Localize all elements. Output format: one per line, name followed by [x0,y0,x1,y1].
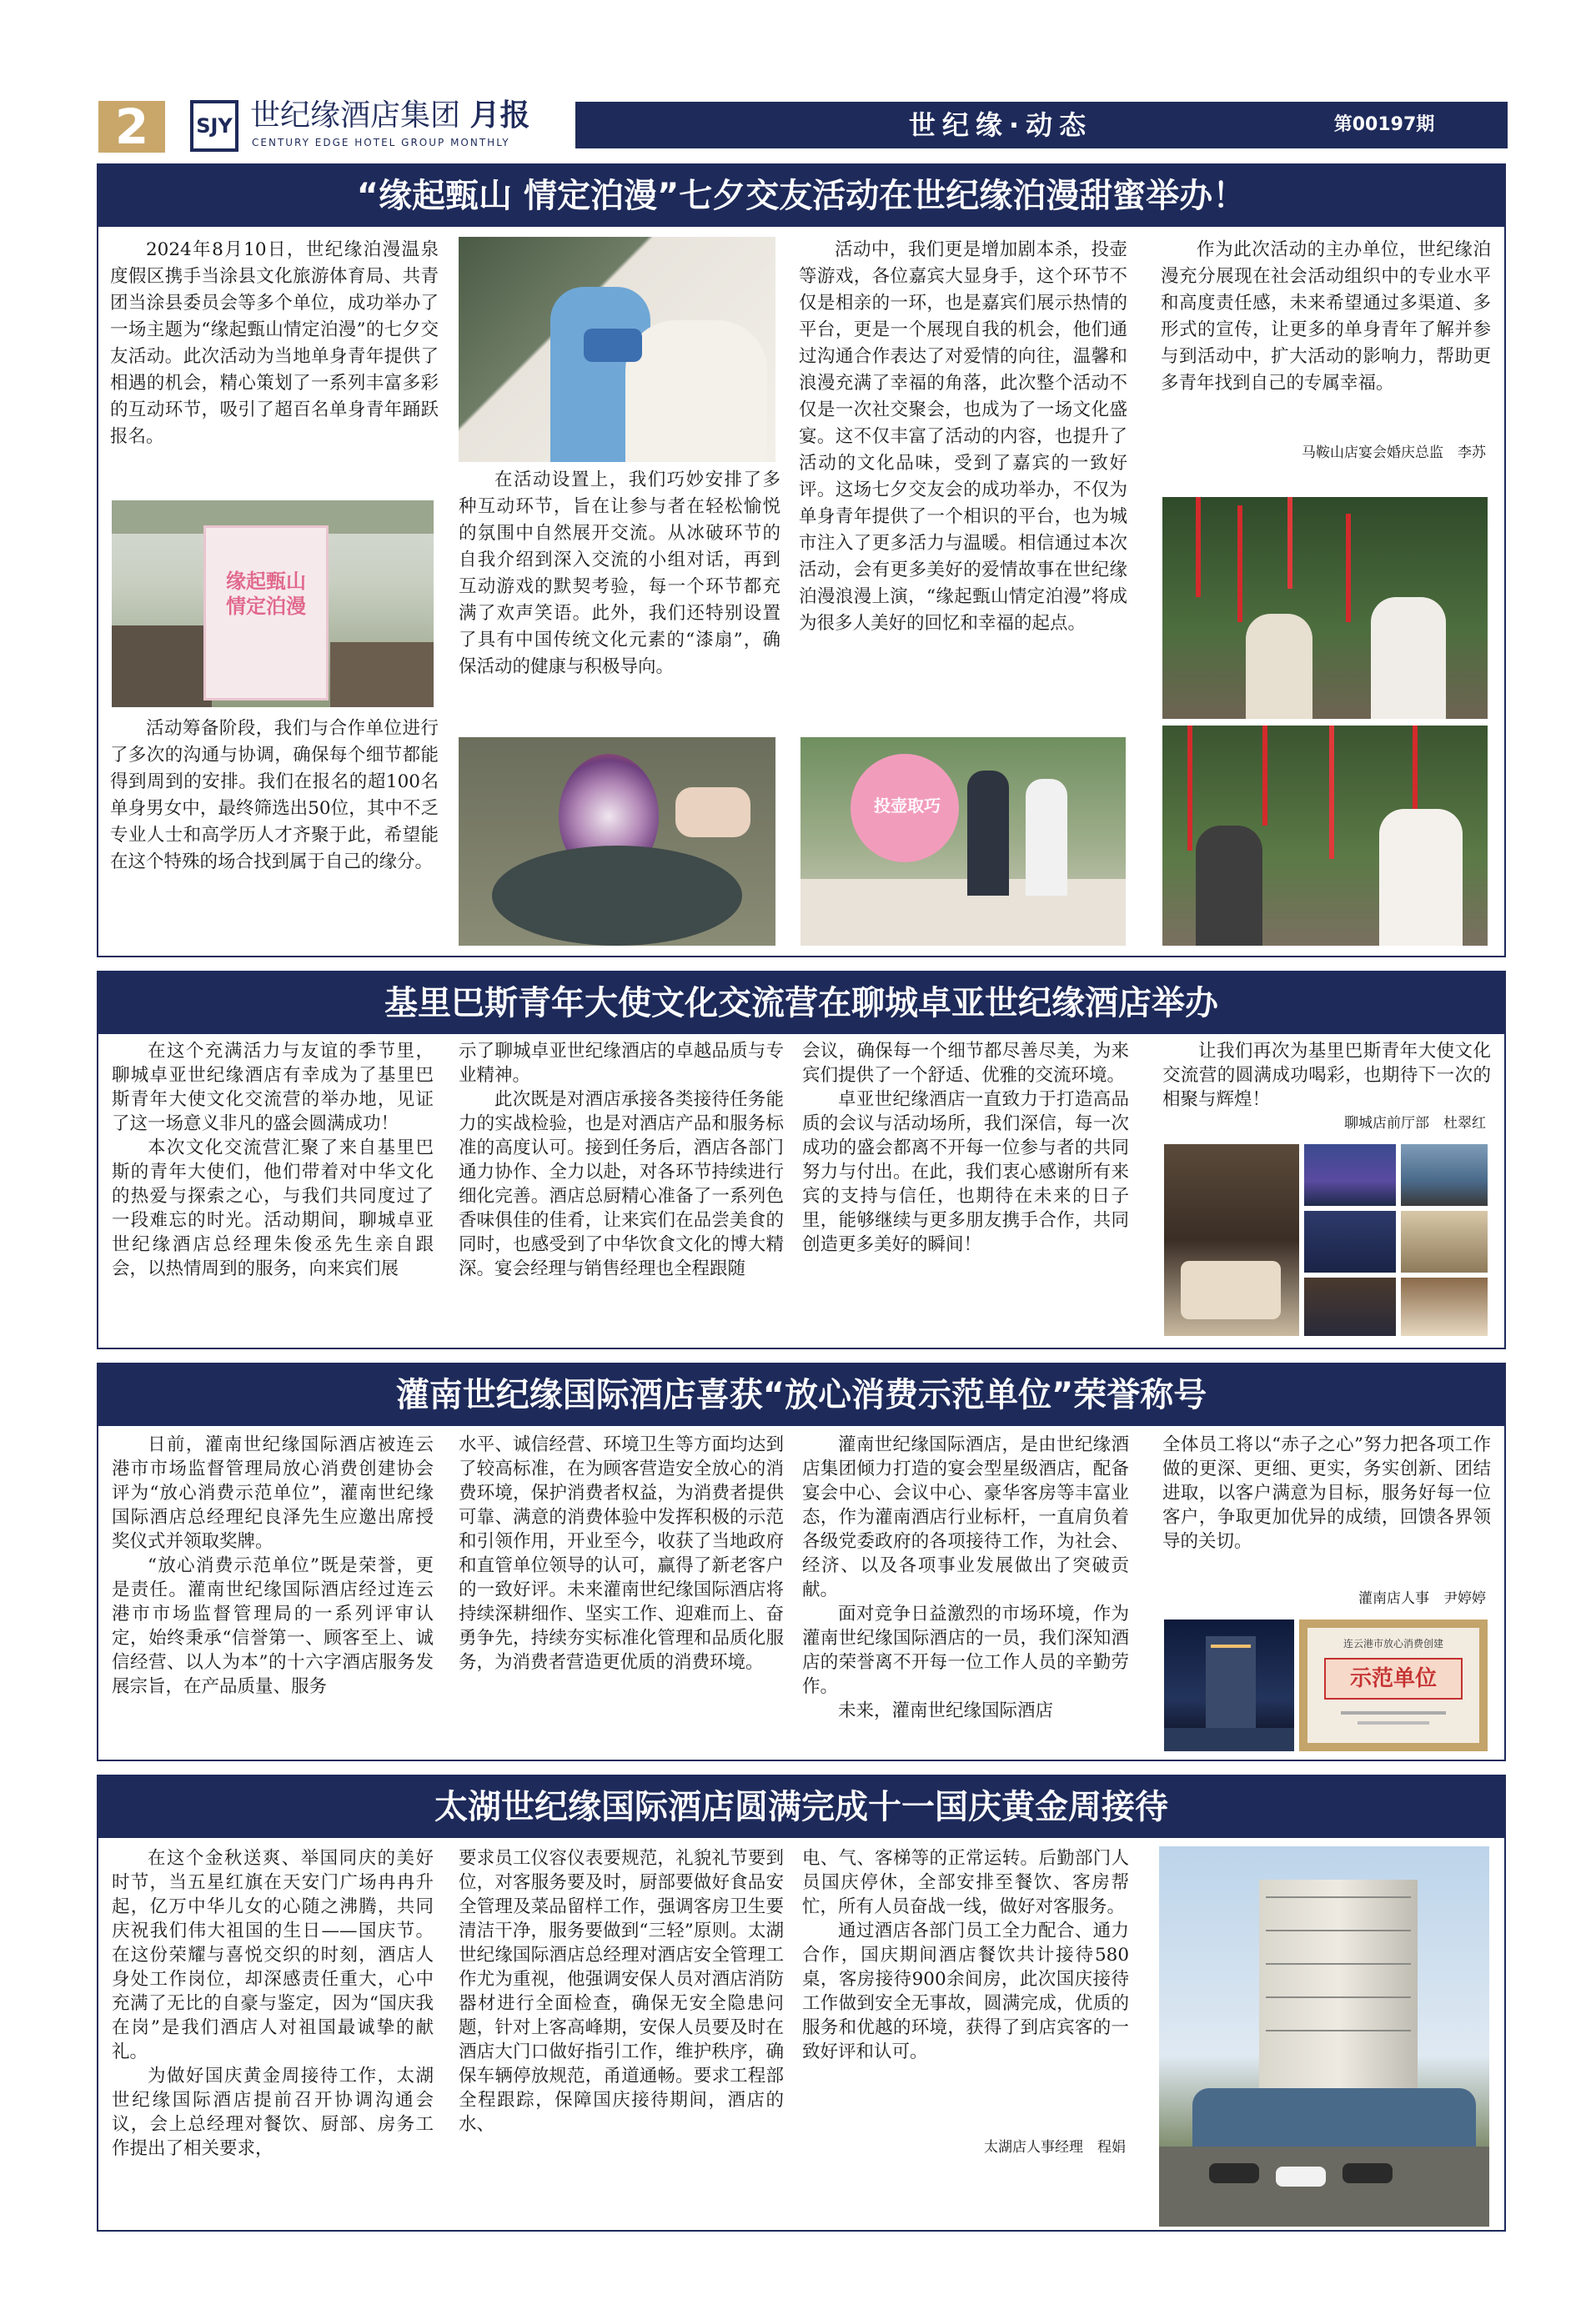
plaque-heading: 连云港市放心消费创建 [1343,1638,1443,1650]
article-kiribati-col3: 会议，确保每一个细节都尽善尽美，为来宾们提供了一个舒适、优雅的交流环境。 卓亚世纪缘酒店一直致力于打造高品质的会议与活动场所，我们深信，每一次成功的盛会都离不开每一位参与者的共同努力与付出。在此，我们衷心感谢所有来宾的支持与信任，也期待在未来的日子里，能够继续与更多朋友携手合作，共同创造更多美好的瞬间！ [802,1041,1129,1255]
guannan-photo-hotel-night [1164,1620,1294,1751]
page-number: 2 [98,101,165,153]
kiribati-photo-dining [1401,1278,1488,1336]
article-guannan-col4: 全体员工将以“赤子之心”努力把各项工作做的更深、更细、更实，务实创新、团结进取，以客户满意为目标，服务好每一位客户，争取更加优异的成绩，回馈各界领导的关切。 [1162,1434,1491,1552]
article-guannan-col2: 水平、诚信经营、环境卫生等方面均达到了较高标准，在为顾客营造安全放心的消费环境，保护消费者权益，为消费者提供可靠、满意的消费体验中发挥积极的示范和引领作用，开业至今，收获了当地政府和直管单位领导的认可，赢得了新老客户的一致好评。未来灌南世纪缘国际酒店将持续深耕细作、坚实工作、迎难而上、奋勇争先，持续夯实标准化管理和品质化服务，为消费者营造更优质的消费环境。 [459,1434,784,1673]
qixi-photo-wishing-tree-1 [1162,497,1488,719]
article-qixi-col2: 在活动设置上，我们巧妙安排了多种互动环节，旨在让参与者在轻松愉悦的氛围中自然展开交流。从冰破环节的自我介绍到深入交流的小组对话，再到互动游戏的默契考验，每一个环节都充满了欢声笑语。此外，我们还特别设置了具有中国传统文化元素的“漆扇”，确保活动的健康与积极导向。 [459,470,780,677]
article-kiribati-col1: 在这个充满活力与友谊的季节里，聊城卓亚世纪缘酒店有幸成为了基里巴斯青年大使文化交流营的举办地，见证了这一场意义非凡的盛会圆满成功！ 本次文化交流营汇聚了来自基里巴斯的青年大使们，他们带着对中华文化的热爱与探索之心，与我们共同度过了一段难忘的时光。活动期间，聊城卓亚世纪缘酒店总经理朱俊丞先生亲自跟会，以热情周到的服务，向来宾们展 [112,1041,434,1279]
article-taihu-author: 太湖店人事经理 程娟 [984,2139,1126,2156]
article-taihu-col1: 在这个金秋送爽、举国同庆的美好时节，当五星红旗在天安门广场冉冉升起，亿万中华儿女的心随之沸腾，共同庆祝我们伟大祖国的生日——国庆节。在这份荣耀与喜悦交织的时刻，酒店人身处工作岗位，却深感责任重大，心中充满了无比的自豪与鉴定，因为“国庆我在岗”是我们酒店人对祖国最诚挚的献礼。 为做好国庆黄金周接待工作，太湖世纪缘国际酒店提前召开协调沟通会议，会上总经理对餐饮、厨部、房务工作提出了相关要求， [112,1848,434,2159]
qixi-photo-lacquer-fan [459,737,775,946]
article-kiribati-col2: 示了聊城卓亚世纪缘酒店的卓越品质与专业精神。 此次既是对酒店承接各类接待任务能力的实战检验，也是对酒店产品和服务标准的高度认可。接到任务后，酒店各部门通力协作、全力以赴，对各环节持续进行细化完善。酒店总厨精心准备了一系列色香味俱佳的佳肴，让来宾们在品尝美食的同时，也感受到了中华饮食文化的博大精深。宴会经理与销售经理也全程跟随 [459,1041,784,1279]
article-guannan-author: 灌南店人事 尹婷婷 [1358,1590,1486,1607]
article-qixi-col1-top: 2024年8月10日，世纪缘泊漫温泉度假区携手当涂县文化旅游体育局、共青团当涂县委员会等多个单位，成功举办了一场主题为“缘起甄山情定泊漫”的七夕交友活动。此次活动为当地单身青年提供了相遇的机会，精心策划了一系列丰富多彩的互动环节，吸引了超百名单身青年踊跃报名。 [110,239,439,447]
qixi-photo-couple [459,237,775,462]
qixi-poster-photo [112,500,434,707]
article-kiribati-title: 基里巴斯青年大使文化交流营在聊城卓亚世纪缘酒店举办 [98,972,1504,1034]
article-guannan-col1: 日前，灌南世纪缘国际酒店被连云港市市场监督管理局放心消费创建协会评为“放心消费示范单位”，灌南世纪缘国际酒店总经理纪良泽先生应邀出席授奖仪式并领取奖牌。 “放心消费示范单位”既是荣誉，更是责任。灌南世纪缘国际酒店经过连云港市市场监督管理局的一系列评审认定，始终秉承“信誉第一、顾客至上、诚信经营、以人为本”的十六字酒店服务发展宗旨，在产品质量、服务 [112,1434,434,1697]
article-qixi-col3: 活动中，我们更是增加剧本杀，投壶等游戏，各位嘉宾大显身手，这个环节不仅是相亲的一环，也是嘉宾们展示热情的平台，更是一个展现自我的机会，他们通过沟通合作表达了对爱情的向往，温馨和浪漫充满了幸福的角落，此次整个活动不仅是一次社交聚会，也成为了一场文化盛宴。这不仅丰富了活动的内容，也提升了活动的文化品味，受到了嘉宾的一致好评。这场七夕交友会的成功举办，不仅为单身青年提供了一个相识的平台，也为城市注入了更多活力与温暖。相信通过本次活动，会有更多美好的爱情故事在世纪缘泊漫浪漫上演，“缘起甄山情定泊漫”将成为很多人美好的回忆和幸福的起点。 [799,239,1127,634]
article-qixi-col1-bottom: 活动筹备阶段，我们与合作单位进行了多次的沟通与协调，确保每个细节都能得到周到的安排。我们在报名的超100名单身男女中，最终筛选出50位，其中不乏专业人士和高学历人才齐聚于此，希望能在这个特殊的场合找到属于自己的缘分。 [110,718,439,872]
article-kiribati-col4: 让我们再次为基里巴斯青年大使文化交流营的圆满成功喝彩，也期待下一次的相聚与辉煌！ [1162,1041,1491,1110]
section-name: 世纪缘·动态 [908,109,1093,141]
booth-text: 投壶取巧 [874,796,941,816]
article-guannan-title: 灌南世纪缘国际酒店喜获“放心消费示范单位”荣誉称号 [98,1364,1504,1426]
issue-number: 第00197期 [1333,114,1435,135]
kiribati-photo-buffet [1401,1211,1488,1273]
title-text: 世纪缘酒店集团 [250,98,461,133]
kiribati-photo-stage [1304,1144,1396,1206]
article-guannan-col3: 灌南世纪缘国际酒店，是由世纪缘酒店集团倾力打造的宴会型星级酒店，配备宴会中心、会议中心、豪华客房等丰富业态，作为灌南酒店行业标杆，一直肩负着各级党委政府的各项接待工作，为社会、经济、以及各项事业发展做出了突破贡献。 面对竞争日益激烈的市场环境，作为灌南世纪缘国际酒店的一员，我们深知酒店的荣誉离不开每一位工作人员的辛勤劳作。 未来，灌南世纪缘国际酒店 [802,1434,1129,1721]
taihu-photo-hotel [1159,1846,1489,2227]
publication-english-title: CENTURY EDGE HOTEL GROUP MONTHLY [252,137,510,148]
poster-text: 缘起甄山 情定泊漫 [226,570,306,618]
article-taihu-col2: 要求员工仪容仪表要规范，礼貌礼节要到位，对客服务要及时，厨部要做好食品安全管理及菜品留样工作，强调客房卫生要清洁干净，服务要做到“三轻”原则。太湖世纪缘国际酒店总经理对酒店安全管理工作尤为重视，他强调安保人员对酒店消防器材进行全面检查，确保无安全隐患问题，针对上客高峰期，安保人员要及时在酒店大门口做好指引工作，维护秩序，确保车辆停放规范，甬道通畅。要求工程部全程跟踪，保障国庆接待期间，酒店的水、 [459,1848,784,2135]
article-qixi-author: 马鞍山店宴会婚庆总监 李苏 [1302,444,1486,461]
article-qixi-title: “缘起甄山 情定泊漫”七夕交友活动在世纪缘泊漫甜蜜举办！ [98,165,1504,227]
kiribati-photo-ceremony [1304,1211,1396,1273]
article-taihu-title: 太湖世纪缘国际酒店圆满完成十一国庆黄金周接待 [98,1776,1504,1838]
kiribati-photo-group [1401,1144,1488,1206]
qixi-photo-wishing-tree-2 [1162,726,1488,946]
publication-title [250,98,529,133]
qixi-photo-pitch-pot [801,737,1126,946]
brand-logo: SJY [190,100,238,152]
title-suffix: 月报 [469,98,530,133]
plaque-title: 示范单位 [1324,1658,1463,1700]
guannan-photo-plaque [1299,1620,1488,1751]
article-kiribati-author: 聊城店前厅部 杜翠红 [1344,1115,1486,1132]
kiribati-photo-dancers [1304,1278,1396,1336]
article-taihu-col3: 电、气、客梯等的正常运转。后勤部门人员国庆停休，全部安排至餐饮、客房帮忙，所有人员奋战一线，做好对客服务。 通过酒店各部门员工全力配合、通力合作，国庆期间酒店餐饮共计接待580桌，客房接待900余间房，此次国庆接待工作做到安全无事故，圆满完成，优质的服务和优越的环境，获得了到店宾客的一致好评和认可。 [802,1848,1129,2062]
kiribati-photo-banquet [1164,1144,1299,1336]
article-qixi-col4: 作为此次活动的主办单位，世纪缘泊漫充分展现在社会活动组织中的专业水平和高度责任感，未来希望通过多渠道、多形式的宣传，让更多的单身青年了解并参与到活动中，扩大活动的影响力，帮助更多青年找到自己的专属幸福。 [1161,239,1491,394]
